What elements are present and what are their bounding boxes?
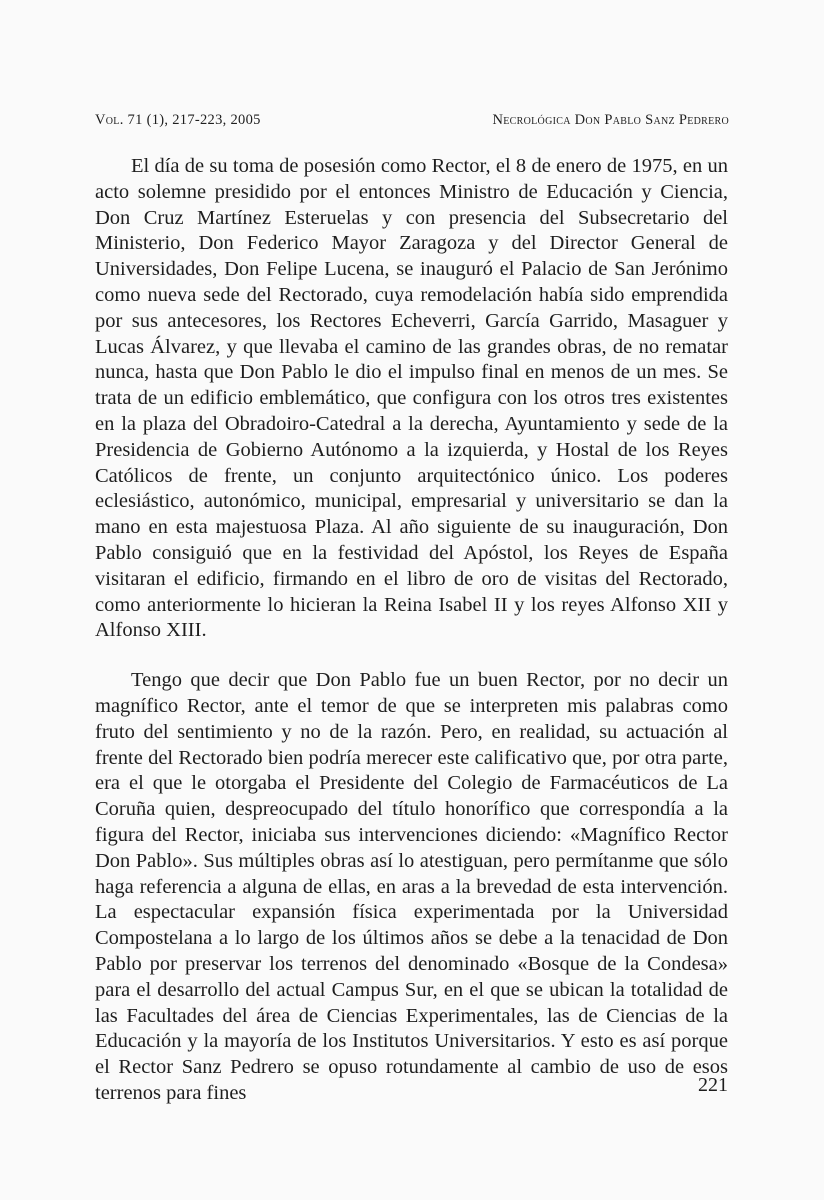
paragraph-1: El día de su toma de posesión como Rector, el 8 de enero de 1975, en un acto solemne presidido por el entonces Ministro de Educación y Ciencia, Don Cruz Martínez Esteruelas y con presencia del Subsecretario del Ministerio, Don Federico Mayor Zaragoza y del Director General de Universidades, Don Felipe Lucena, se inauguró el Palacio de San Jerónimo como nueva sede del Rectorado, cuya remodelación había sido emprendida por sus antecesores, los Rectores Echeverri, García Garrido, Masaguer y Lucas Álvarez, y que llevaba el camino de las grandes obras, de no rematar nunca, hasta que Don Pablo le dio el impulso final en menos de un mes. Se trata de un edificio emblemático, que configura con los otros tres existentes en la plaza del Obradoiro-Catedral a la derecha, Ayuntamiento y sede de la Presidencia de Gobierno Autónomo a la izquierda, y Hostal de los Reyes Católicos de frente, un conjunto arquitectónico único. Los poderes eclesiástico, autonómico, municipal, empresarial y universitario se dan la mano en esta majestuosa Plaza. Al año siguiente de su inauguración, Don Pablo consiguió que en la festividad del Apóstol, los Reyes de España visitaran el edificio, firmando en el libro de oro de visitas del Rectorado, como anteriormente lo hicieran la Reina Isabel II y los reyes Alfonso XII y Alfonso XIII. [95,155,728,642]
article-title-header: Necrológica Don Pablo Sanz Pedrero [492,112,729,128]
journal-volume-info: Vol. 71 (1), 217-223, 2005 [95,112,261,128]
paragraph-2: Tengo que decir que Don Pablo fue un buen Rector, por no decir un magnífico Rector, ante el temor de que se interpreten mis palabras como fruto del sentimiento y no de la razón. Pero, en realidad, su actuación al frente del Rectorado bien podría merecer este calificativo que, por otra parte, era el que le otorgaba el Presidente del Colegio de Farmacéuticos de La Coruña quien, despreocupado del título honorífico que correspondía a la figura del Rector, iniciaba sus intervenciones diciendo: «Magnífico Rector Don Pablo». Sus múltiples obras así lo atestiguan, pero permítanme que sólo haga referencia a alguna de ellas, en aras a la brevedad de esta intervención. La espectacular expansión física experimentada por la Universidad Compostelana a lo largo de los últimos años se debe a la tenacidad de Don Pablo por preservar los terrenos del denominado «Bosque de la Condesa» para el desarrollo del actual Campus Sur, en el que se ubican la totalidad de las Facultades del área de Ciencias Experimentales, las de Ciencias de la Educación y la mayoría de los Institutos Universitarios. Y esto es así porque el Rector Sanz Pedrero se opuso rotundamente al cambio de uso de esos terrenos para fines [95,669,728,1104]
body-text [95,154,728,1107]
running-header [95,112,729,129]
page-number: 221 [698,1074,728,1096]
